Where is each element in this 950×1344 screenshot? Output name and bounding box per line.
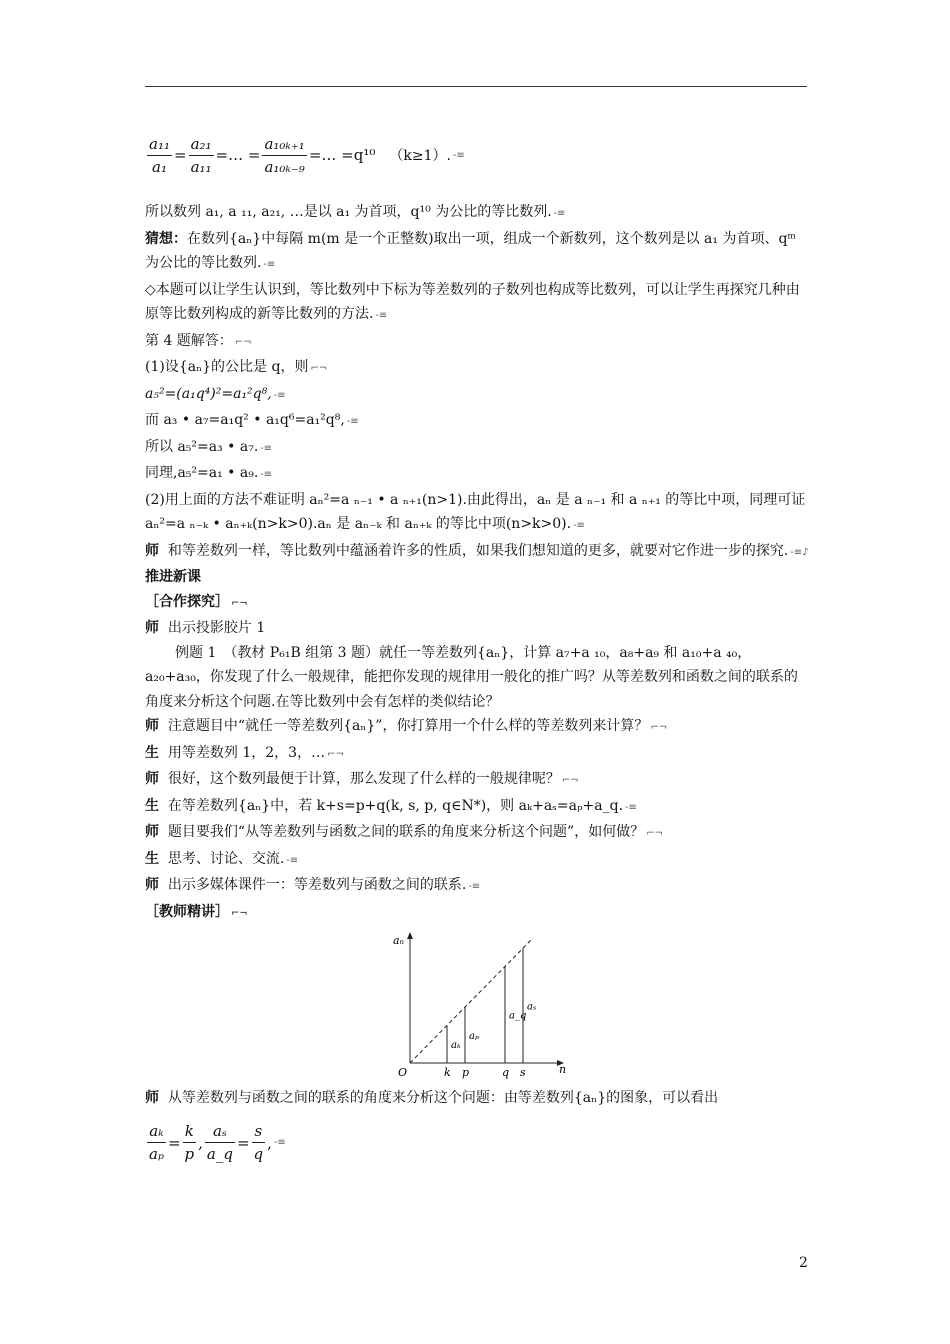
fraction: $\frac{\text{a₁₀ₖ₊₁}}{\text{a₁₀ₖ₋₉}}$	[264, 134, 305, 176]
teacher-line: 师 注意题目中“就任一等差数列{aₙ}”，你打算用一个什么样的等差数列来计算？ ⌐¬	[145, 718, 668, 734]
bar-label-s: aₛ	[527, 1001, 537, 1013]
teacher-line: 师 很好，这个数列最便于计算，那么发现了什么样的一般规律呢？ ⌐¬	[145, 771, 579, 787]
guess-paragraph: 猜想：在数列{aₙ}中每隔 m(m 是一个正整数)取出一项，组成一个新数列，这个数列是以 a₁ 为首项、qᵐ 为公比的等比数列. -≡	[145, 230, 796, 271]
origin-label: O	[398, 1066, 408, 1079]
text-line: 所以数列 a₁, a ₁₁, a₂₁, …是以 a₁ 为首项，q¹⁰ 为公比的等比数列. -≡	[145, 204, 566, 220]
subsection-heading: ［合作探究］ ⌐¬	[145, 593, 248, 610]
teacher-line: 师 和等差数列一样，等比数列中蕴涵着许多的性质，如果我们想知道的更多，就要对它作进一步的探究. -≡♪	[145, 542, 809, 559]
math-line: 同理,a₅²=a₁ • a₉. -≡	[145, 465, 273, 481]
fraction: $\frac{\text{a₂₁}}{\text{a₁₁}}$	[190, 134, 212, 176]
bar-label-k: aₖ	[451, 1040, 461, 1052]
text-line: (1)设{aₙ}的公比是 q，则 ⌐¬	[145, 359, 328, 375]
tick-k: k	[444, 1066, 451, 1079]
header-rule	[145, 86, 807, 87]
fraction: $\frac{\text{a₁₁}}{\text{a₁}}$	[149, 134, 170, 176]
page-number: 2	[799, 1255, 808, 1271]
section-heading: 推进新课	[145, 569, 201, 585]
bar-label-p: aₚ	[469, 1031, 479, 1043]
tick-s: s	[520, 1066, 526, 1079]
value-bars	[444, 948, 536, 1079]
teacher-line: 师 从等差数列与函数之间的联系的角度来分析这个问题：由等差数列{aₙ}的图象，可以看出	[145, 1090, 719, 1106]
student-line: 生 用等差数列 1，2，3，… ⌐¬	[145, 744, 344, 761]
teacher-line: 师 出示多媒体课件一：等差数列与函数之间的联系. -≡	[145, 877, 481, 893]
trend-line	[410, 938, 533, 1063]
teacher-line: 师 题目要我们“从等差数列与函数之间的联系的角度来分析这个问题”，如何做？ ⌐¬	[145, 824, 663, 840]
text-line: 第 4 题解答： ⌐¬	[145, 332, 252, 349]
arithmetic-sequence-graph	[385, 930, 565, 1080]
student-line: 生 在等差数列{aₙ}中，若 k+s=p+q(k, s, p, q∈N*)，则 aₖ+aₛ=aₚ+a_q. -≡	[145, 797, 637, 814]
fraction: $\frac{\text{aₛ}}{a\_q}$	[206, 1122, 233, 1163]
equation-ratio-chain: $\frac{\text{a₁₁}}{\text{a₁}}$ = $\frac{\text{a₂₁}}{\text{a₁₁}}$ =… = $\frac{\text{a₁₀ₖ₊₁}}{\text{a₁₀ₖ₋₉}}$ =… =q¹⁰ （k≥1）. -≡	[149, 134, 465, 176]
math-line: 所以 a₅²=a₃ • a₇. -≡	[145, 438, 273, 455]
math-line: a₅²=(a₁q⁴)²=a₁²q⁸, -≡	[145, 385, 286, 402]
note-paragraph: ◇本题可以让学生认识到，等比数列中下标为等差数列的子数列也构成等比数列，可以让学生再探究几种由原等比数列构成的新等比数列的方法. -≡	[145, 281, 800, 322]
fraction: $\frac{k}{p}$	[184, 1122, 195, 1163]
fraction: $\frac{\text{aₖ}}{\text{aₚ}}$	[149, 1122, 164, 1163]
page-content	[145, 128, 809, 1169]
subsection-heading: ［教师精讲］ ⌐¬	[145, 903, 248, 920]
x-axis-label: n	[559, 1063, 567, 1076]
y-axis-arrow	[407, 932, 413, 939]
math-line: 而 a₃ • a₇=a₁q² • a₁q⁶=a₁²q⁸, -≡	[145, 412, 359, 428]
y-axis-label: aₙ	[393, 934, 405, 947]
teacher-line: 师 出示投影胶片 1	[145, 620, 266, 636]
equation-proportion: $\frac{\text{aₖ}}{\text{aₚ}}$ = $\frac{k}{p}$ , $\frac{\text{aₛ}}{a\_q}$ = $\frac{s}{q}$ , -≡	[149, 1122, 286, 1163]
tick-p: p	[462, 1066, 470, 1079]
fraction: $\frac{s}{q}$	[253, 1122, 264, 1163]
proof-paragraph: (2)用上面的方法不难证明 aₙ²=a ₙ₋₁ • a ₙ₊₁(n>1).由此得出，aₙ 是 a ₙ₋₁ 和 a ₙ₊₁ 的等比中项，同理可证 aₙ²=a ₙ₋ₖ • aₙ₊ₖ(n>k>0).aₙ 是 aₙ₋ₖ 和 aₙ₊ₖ 的等比中项(n>k>0). -≡	[145, 491, 806, 532]
tick-q: q	[502, 1066, 510, 1079]
example-paragraph: 例题 1 （教材 P₆₁B 组第 3 题）就任一等差数列{aₙ}，计算 a₇+a ₁₀，a₈+a₉ 和 a₁₀+a ₄₀，a₂₀+a₃₀，你发现了什么一般规律，能把你发现的规律用一般化的推广吗？从等差数列和函数之间的联系的角度来分析这个问题.在等比数列中会有怎样的类似结论？	[145, 644, 798, 710]
student-line: 生 思考、讨论、交流. -≡	[145, 850, 299, 867]
bar-label-q: a_q	[509, 1010, 527, 1022]
